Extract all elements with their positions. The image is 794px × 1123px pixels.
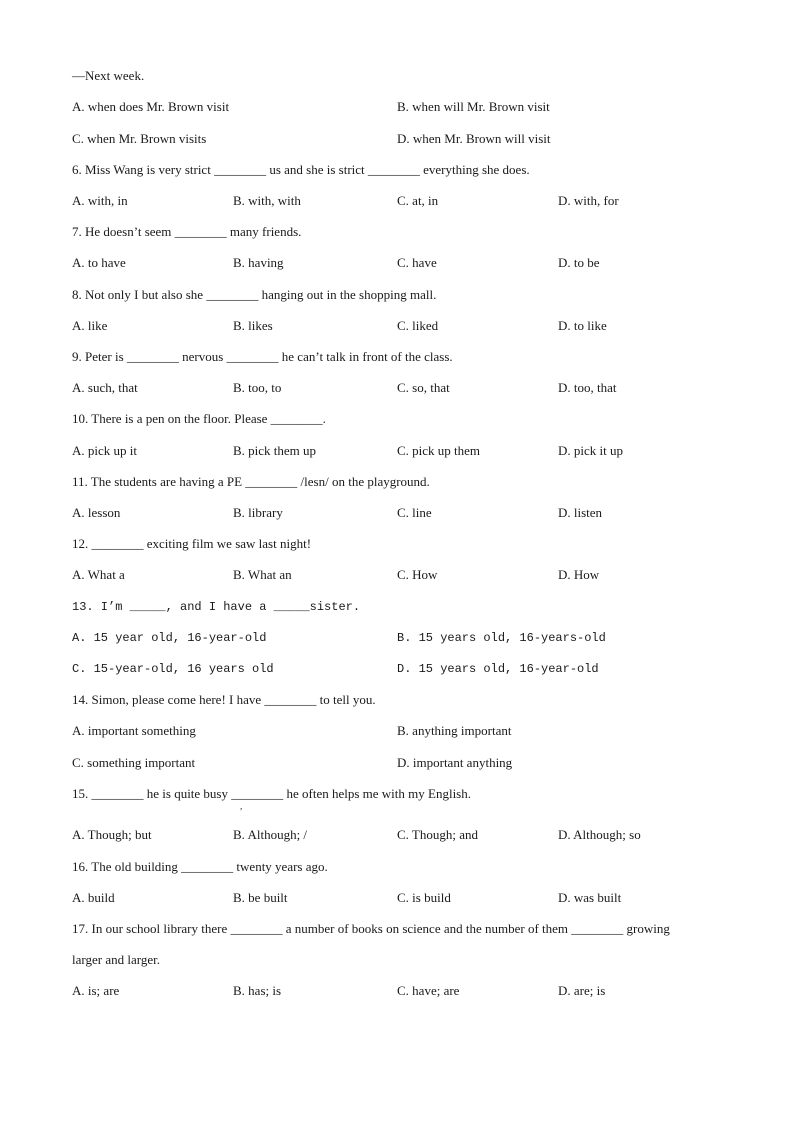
q15-option-d[interactable]: D. Although; so — [558, 827, 641, 842]
q16-option-b[interactable]: B. be built — [233, 890, 288, 905]
q12-option-a[interactable]: A. What a — [72, 567, 125, 582]
q17-option-a[interactable]: A. is; are — [72, 983, 120, 998]
q11-option-b[interactable]: B. library — [233, 505, 283, 520]
q12-option-c[interactable]: C. How — [397, 567, 438, 582]
q7-options — [72, 255, 732, 271]
q9-option-a[interactable]: A. such, that — [72, 380, 138, 395]
q14-option-b[interactable]: B. anything important — [397, 723, 512, 738]
question-17-continued: larger and larger. — [72, 952, 160, 967]
q13-options-row-2 — [72, 661, 732, 677]
q5-option-d[interactable]: D. when Mr. Brown will visit — [397, 131, 551, 146]
q16-option-c[interactable]: C. is build — [397, 890, 451, 905]
q9-option-c[interactable]: C. so, that — [397, 380, 450, 395]
q13-option-b[interactable]: B. 15 years old, 16-years-old — [397, 631, 606, 645]
q16-options — [72, 890, 732, 906]
q13-option-d[interactable]: D. 15 years old, 16-year-old — [397, 662, 599, 676]
q15-options — [72, 827, 732, 843]
q13-option-a[interactable]: A. 15 year old, 16-year-old — [72, 631, 267, 645]
q8-option-d[interactable]: D. to like — [558, 318, 607, 333]
question-6: 6. Miss Wang is very strict ________ us and she is strict ________ everything she does. — [72, 162, 530, 177]
q9-options — [72, 380, 732, 396]
q16-option-a[interactable]: A. build — [72, 890, 115, 905]
q16-option-d[interactable]: D. was built — [558, 890, 622, 905]
q7-option-b[interactable]: B. having — [233, 255, 284, 270]
q15-option-a[interactable]: A. Though; but — [72, 827, 152, 842]
q10-option-c[interactable]: C. pick up them — [397, 443, 481, 458]
q7-option-d[interactable]: D. to be — [558, 255, 600, 270]
q10-option-a[interactable]: A. pick up it — [72, 443, 137, 458]
q8-option-c[interactable]: C. liked — [397, 318, 439, 333]
q10-option-d[interactable]: D. pick it up — [558, 443, 623, 458]
q10-option-b[interactable]: B. pick them up — [233, 443, 317, 458]
q15-option-b[interactable]: B. Although; / — [233, 827, 308, 842]
q10-options — [72, 443, 732, 459]
question-15: 15. ________ he is quite busy ________ he often helps me with my English. — [72, 786, 471, 801]
q11-options — [72, 505, 732, 521]
q12-options — [72, 567, 732, 583]
question-7: 7. He doesn’t seem ________ many friends. — [72, 224, 302, 239]
q13-option-c[interactable]: C. 15-year-old, 16 years old — [72, 662, 274, 676]
q5-options-row-2 — [72, 131, 732, 147]
q12-option-d[interactable]: D. How — [558, 567, 600, 582]
q9-option-d[interactable]: D. too, that — [558, 380, 617, 395]
q5-options-row-1 — [72, 99, 732, 115]
q6-option-b[interactable]: B. with, with — [233, 193, 301, 208]
q12-option-b[interactable]: B. What an — [233, 567, 292, 582]
q14-option-c[interactable]: C. something important — [72, 755, 196, 770]
question-17: 17. In our school library there ________ a number of books on science and the number of them ________ growing — [72, 921, 670, 936]
q8-options — [72, 318, 732, 334]
q11-option-c[interactable]: C. line — [397, 505, 432, 520]
q14-option-d[interactable]: D. important anything — [397, 755, 513, 770]
question-12: 12. ________ exciting film we saw last night! — [72, 536, 312, 551]
q5-option-b[interactable]: B. when will Mr. Brown visit — [397, 99, 550, 114]
q8-option-a[interactable]: A. like — [72, 318, 108, 333]
question-8: 8. Not only I but also she ________ hanging out in the shopping mall. — [72, 287, 437, 302]
q6-option-c[interactable]: C. at, in — [397, 193, 439, 208]
question-10: 10. There is a pen on the floor. Please ________. — [72, 411, 326, 426]
q17-options — [72, 983, 732, 999]
q14-option-a[interactable]: A. important something — [72, 723, 196, 738]
q8-option-b[interactable]: B. likes — [233, 318, 273, 333]
q11-option-d[interactable]: D. listen — [558, 505, 603, 520]
question-14: 14. Simon, please come here! I have ________ to tell you. — [72, 692, 376, 707]
q6-option-a[interactable]: A. with, in — [72, 193, 128, 208]
q9-option-b[interactable]: B. too, to — [233, 380, 282, 395]
q14-options-row-1 — [72, 723, 732, 739]
q6-options — [72, 193, 732, 209]
q7-option-a[interactable]: A. to have — [72, 255, 126, 270]
q17-option-c[interactable]: C. have; are — [397, 983, 460, 998]
q14-options-row-2 — [72, 755, 732, 771]
question-16: 16. The old building ________ twenty years ago. — [72, 859, 328, 874]
q17-option-b[interactable]: B. has; is — [233, 983, 282, 998]
question-11: 11. The students are having a PE ________ /lesn/ on the playground. — [72, 474, 430, 489]
q6-option-d[interactable]: D. with, for — [558, 193, 619, 208]
q13-options-row-1 — [72, 630, 732, 646]
q11-option-a[interactable]: A. lesson — [72, 505, 121, 520]
stray-comma-mark: , — [240, 801, 243, 811]
q5-option-a[interactable]: A. when does Mr. Brown visit — [72, 99, 230, 114]
q17-option-d[interactable]: D. are; is — [558, 983, 606, 998]
question-13: 13. I’m _____, and I have a _____sister. — [72, 600, 361, 614]
answer-line: —Next week. — [72, 68, 145, 83]
q7-option-c[interactable]: C. have — [397, 255, 437, 270]
q15-option-c[interactable]: C. Though; and — [397, 827, 479, 842]
q5-option-c[interactable]: C. when Mr. Brown visits — [72, 131, 207, 146]
question-9: 9. Peter is ________ nervous ________ he can’t talk in front of the class. — [72, 349, 453, 364]
